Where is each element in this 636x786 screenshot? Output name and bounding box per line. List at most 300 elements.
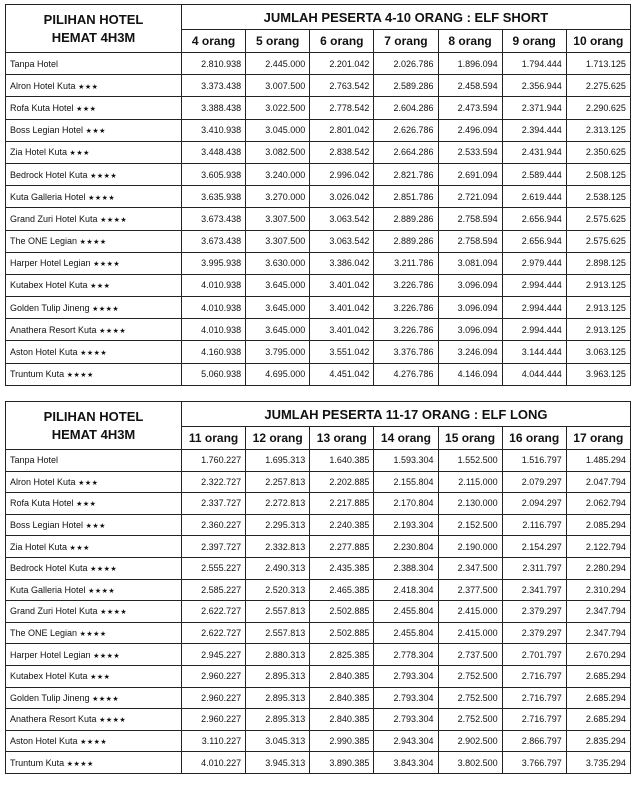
table-row	[6, 163, 631, 185]
price-cell: 2.825.385	[310, 644, 374, 666]
hotel-name-cell	[6, 709, 182, 731]
price-cell: 2.895.313	[246, 687, 310, 709]
price-cell: 2.388.304	[374, 557, 438, 579]
price-cell: 3.401.042	[310, 319, 374, 341]
table-title-line-1: PILIHAN HOTEL	[43, 11, 144, 27]
price-cell: 3.026.042	[310, 186, 374, 208]
price-cell: 2.752.500	[438, 665, 502, 687]
price-cell: 3.226.786	[374, 297, 438, 319]
column-header: 6 orang	[310, 30, 374, 53]
price-cell: 2.895.313	[246, 709, 310, 731]
hotel-name: Zia Hotel Kuta	[10, 541, 68, 552]
table-title	[6, 402, 182, 450]
star-rating: ★★★	[76, 105, 97, 113]
price-cell: 3.246.094	[438, 341, 502, 363]
price-cell: 3.448.438	[182, 141, 246, 163]
price-cell: 2.913.125	[566, 297, 630, 319]
price-table-elf-short	[5, 4, 630, 386]
price-cell: 2.889.286	[374, 230, 438, 252]
price-cell: 2.793.304	[374, 665, 438, 687]
price-cell: 2.508.125	[566, 163, 630, 185]
hotel-name-cell	[6, 687, 182, 709]
price-cell: 2.670.294	[566, 644, 630, 666]
price-cell: 2.115.000	[438, 471, 502, 493]
price-cell: 2.763.542	[310, 75, 374, 97]
hotel-name-cell	[6, 208, 182, 230]
price-cell: 2.716.797	[502, 687, 566, 709]
price-cell: 3.766.797	[502, 752, 566, 774]
price-cell: 4.695.000	[246, 363, 310, 385]
hotel-name: Rofa Kuta Hotel	[10, 102, 74, 113]
price-cell: 2.575.625	[566, 208, 630, 230]
hotel-name-cell	[6, 341, 182, 363]
table-row	[6, 53, 631, 75]
hotel-name: Rofa Kuta Hotel	[10, 498, 74, 509]
group-header: JUMLAH PESERTA 4-10 ORANG : ELF SHORT	[182, 5, 631, 30]
price-cell: 2.880.313	[246, 644, 310, 666]
price-cell: 2.555.227	[182, 557, 246, 579]
hotel-name-cell	[6, 557, 182, 579]
table-row	[6, 514, 631, 536]
price-cell: 2.960.227	[182, 709, 246, 731]
price-cell: 2.458.594	[438, 75, 502, 97]
table-row	[6, 319, 631, 341]
price-cell: 2.347.794	[566, 622, 630, 644]
price-cell: 2.898.125	[566, 252, 630, 274]
hotel-name: Grand Zuri Hotel Kuta	[10, 606, 98, 617]
price-cell: 2.379.297	[502, 622, 566, 644]
star-rating: ★★★★	[99, 717, 127, 725]
price-cell: 2.778.304	[374, 644, 438, 666]
price-cell: 2.840.385	[310, 709, 374, 731]
price-cell: 3.307.500	[246, 208, 310, 230]
table-row	[6, 557, 631, 579]
price-cell: 3.388.438	[182, 97, 246, 119]
price-cell: 2.122.794	[566, 536, 630, 558]
price-cell: 3.376.786	[374, 341, 438, 363]
price-cell: 2.557.813	[246, 622, 310, 644]
price-cell: 4.010.227	[182, 752, 246, 774]
price-cell: 2.793.304	[374, 687, 438, 709]
star-rating: ★★★★	[66, 372, 94, 380]
hotel-name: Alron Hotel Kuta	[10, 476, 76, 487]
star-rating: ★★★	[76, 501, 97, 509]
price-cell: 2.902.500	[438, 730, 502, 752]
star-rating: ★★★★	[90, 566, 118, 574]
table-row	[6, 601, 631, 623]
price-cell: 4.160.938	[182, 341, 246, 363]
price-cell: 2.835.294	[566, 730, 630, 752]
price-cell: 3.007.500	[246, 75, 310, 97]
price-cell: 2.801.042	[310, 119, 374, 141]
hotel-name: Truntum Kuta	[10, 369, 65, 380]
star-rating: ★★★★	[93, 261, 121, 269]
star-rating: ★★★★	[100, 216, 128, 224]
price-cell: 2.737.500	[438, 644, 502, 666]
star-rating: ★★★★	[99, 327, 127, 335]
price-cell: 2.496.094	[438, 119, 502, 141]
price-cell: 3.645.000	[246, 297, 310, 319]
price-cell: 2.758.594	[438, 208, 502, 230]
hotel-name-cell	[6, 297, 182, 319]
price-cell: 2.960.227	[182, 687, 246, 709]
price-cell: 2.604.286	[374, 97, 438, 119]
column-header: 15 orang	[438, 427, 502, 450]
price-cell: 2.691.094	[438, 163, 502, 185]
price-cell: 2.538.125	[566, 186, 630, 208]
price-cell: 3.386.042	[310, 252, 374, 274]
hotel-name-cell	[6, 450, 182, 472]
price-cell: 2.379.297	[502, 601, 566, 623]
price-cell: 2.371.944	[502, 97, 566, 119]
price-cell: 2.154.297	[502, 536, 566, 558]
price-cell: 2.275.625	[566, 75, 630, 97]
hotel-name: The ONE Legian	[10, 236, 78, 247]
price-cell: 2.721.094	[438, 186, 502, 208]
column-header: 11 orang	[182, 427, 246, 450]
price-cell: 2.701.797	[502, 644, 566, 666]
price-cell: 2.217.885	[310, 493, 374, 515]
star-rating: ★★★	[78, 83, 99, 91]
price-cell: 2.201.042	[310, 53, 374, 75]
price-cell: 2.752.500	[438, 709, 502, 731]
table-row	[6, 752, 631, 774]
price-cell: 3.843.304	[374, 752, 438, 774]
price-cell: 2.533.594	[438, 141, 502, 163]
table-row	[6, 274, 631, 296]
hotel-name-cell	[6, 274, 182, 296]
price-cell: 2.415.000	[438, 622, 502, 644]
hotel-name-cell	[6, 119, 182, 141]
price-cell: 1.760.227	[182, 450, 246, 472]
price-cell: 2.913.125	[566, 319, 630, 341]
price-cell: 3.673.438	[182, 208, 246, 230]
price-cell: 2.895.313	[246, 665, 310, 687]
price-table-elf-long	[5, 401, 630, 774]
price-cell: 2.193.304	[374, 514, 438, 536]
hotel-name-cell	[6, 665, 182, 687]
column-header: 10 orang	[566, 30, 630, 53]
hotel-name: Bedrock Hotel Kuta	[10, 563, 88, 574]
price-cell: 2.455.804	[374, 622, 438, 644]
hotel-name: Tanpa Hotel	[10, 58, 59, 69]
price-table	[5, 401, 631, 774]
table-row	[6, 97, 631, 119]
price-cell: 2.810.938	[182, 53, 246, 75]
price-cell: 2.793.304	[374, 709, 438, 731]
price-cell: 2.656.944	[502, 208, 566, 230]
table-title	[6, 5, 182, 53]
price-cell: 2.047.794	[566, 471, 630, 493]
price-cell: 3.795.000	[246, 341, 310, 363]
table-row	[6, 687, 631, 709]
price-cell: 3.645.000	[246, 274, 310, 296]
price-cell: 2.685.294	[566, 665, 630, 687]
price-cell: 3.045.313	[246, 730, 310, 752]
price-cell: 3.081.094	[438, 252, 502, 274]
price-cell: 2.152.500	[438, 514, 502, 536]
star-rating: ★★★	[85, 523, 106, 531]
price-cell: 2.280.294	[566, 557, 630, 579]
price-cell: 2.116.797	[502, 514, 566, 536]
price-cell: 2.230.804	[374, 536, 438, 558]
price-cell: 2.960.227	[182, 665, 246, 687]
table-row	[6, 208, 631, 230]
price-cell: 2.322.727	[182, 471, 246, 493]
price-cell: 2.943.304	[374, 730, 438, 752]
table-row	[6, 252, 631, 274]
price-cell: 2.311.797	[502, 557, 566, 579]
hotel-name-cell	[6, 252, 182, 274]
price-cell: 2.913.125	[566, 274, 630, 296]
price-cell: 2.622.727	[182, 622, 246, 644]
price-cell: 1.713.125	[566, 53, 630, 75]
price-cell: 4.010.938	[182, 297, 246, 319]
table-row	[6, 471, 631, 493]
price-cell: 2.557.813	[246, 601, 310, 623]
star-rating: ★★★	[69, 544, 90, 552]
price-cell: 3.401.042	[310, 297, 374, 319]
hotel-name: Harper Hotel Legian	[10, 258, 91, 269]
table-row	[6, 341, 631, 363]
hotel-name: Anathera Resort Kuta	[10, 714, 97, 725]
hotel-name: Aston Hotel Kuta	[10, 347, 78, 358]
price-cell: 2.821.786	[374, 163, 438, 185]
price-cell: 2.094.297	[502, 493, 566, 515]
price-cell: 2.589.444	[502, 163, 566, 185]
table-row	[6, 709, 631, 731]
price-cell: 2.085.294	[566, 514, 630, 536]
price-cell: 2.130.000	[438, 493, 502, 515]
hotel-name-cell	[6, 622, 182, 644]
price-cell: 4.451.042	[310, 363, 374, 385]
price-cell: 2.752.500	[438, 687, 502, 709]
price-cell: 2.350.625	[566, 141, 630, 163]
price-cell: 3.226.786	[374, 319, 438, 341]
star-rating: ★★★★	[93, 652, 121, 660]
price-cell: 2.397.727	[182, 536, 246, 558]
hotel-name-cell	[6, 493, 182, 515]
price-cell: 2.026.786	[374, 53, 438, 75]
price-cell: 2.889.286	[374, 208, 438, 230]
price-cell: 3.635.938	[182, 186, 246, 208]
star-rating: ★★★	[85, 128, 106, 136]
price-cell: 3.551.042	[310, 341, 374, 363]
star-rating: ★★★★	[88, 194, 116, 202]
price-cell: 3.063.542	[310, 208, 374, 230]
price-cell: 2.656.944	[502, 230, 566, 252]
price-cell: 2.996.042	[310, 163, 374, 185]
hotel-name: Bedrock Hotel Kuta	[10, 169, 88, 180]
price-cell: 1.695.313	[246, 450, 310, 472]
table-title-line-2: HEMAT 4H3M	[51, 29, 136, 45]
table-row	[6, 297, 631, 319]
price-cell: 3.630.000	[246, 252, 310, 274]
price-cell: 2.360.227	[182, 514, 246, 536]
price-cell: 3.096.094	[438, 297, 502, 319]
star-rating: ★★★	[90, 283, 111, 291]
price-cell: 3.022.500	[246, 97, 310, 119]
price-cell: 2.589.286	[374, 75, 438, 97]
price-cell: 2.778.542	[310, 97, 374, 119]
price-cell: 3.045.000	[246, 119, 310, 141]
price-cell: 2.347.500	[438, 557, 502, 579]
price-cell: 3.144.444	[502, 341, 566, 363]
price-cell: 2.356.944	[502, 75, 566, 97]
price-cell: 2.626.786	[374, 119, 438, 141]
table-row	[6, 119, 631, 141]
table-row	[6, 450, 631, 472]
price-cell: 3.082.500	[246, 141, 310, 163]
star-rating: ★★★★	[88, 587, 116, 595]
price-cell: 3.063.125	[566, 341, 630, 363]
star-rating: ★★★	[69, 150, 90, 158]
hotel-name-cell	[6, 579, 182, 601]
price-cell: 3.945.313	[246, 752, 310, 774]
hotel-name-cell	[6, 514, 182, 536]
price-cell: 2.394.444	[502, 119, 566, 141]
hotel-name: Kuta Galleria Hotel	[10, 584, 86, 595]
table-row	[6, 141, 631, 163]
price-cell: 2.622.727	[182, 601, 246, 623]
table-row	[6, 644, 631, 666]
price-cell: 2.295.313	[246, 514, 310, 536]
price-cell: 3.890.385	[310, 752, 374, 774]
star-rating: ★★★★	[80, 350, 108, 358]
price-cell: 1.516.797	[502, 450, 566, 472]
table-row	[6, 75, 631, 97]
price-cell: 2.062.794	[566, 493, 630, 515]
price-cell: 3.735.294	[566, 752, 630, 774]
price-cell: 1.640.385	[310, 450, 374, 472]
price-cell: 3.605.938	[182, 163, 246, 185]
column-header: 5 orang	[246, 30, 310, 53]
price-cell: 2.337.727	[182, 493, 246, 515]
price-cell: 5.060.938	[182, 363, 246, 385]
column-header: 12 orang	[246, 427, 310, 450]
table-row	[6, 363, 631, 385]
hotel-name-cell	[6, 730, 182, 752]
hotel-name: Kutabex Hotel Kuta	[10, 280, 88, 291]
star-rating: ★★★★	[100, 609, 128, 617]
hotel-name-cell	[6, 230, 182, 252]
price-cell: 4.010.938	[182, 319, 246, 341]
hotel-name: Grand Zuri Hotel Kuta	[10, 213, 98, 224]
hotel-name-cell	[6, 97, 182, 119]
price-cell: 2.431.944	[502, 141, 566, 163]
price-cell: 2.272.813	[246, 493, 310, 515]
hotel-name: Truntum Kuta	[10, 757, 65, 768]
hotel-name: Golden Tulip Jineng	[10, 302, 90, 313]
star-rating: ★★★★	[90, 172, 118, 180]
hotel-name: Harper Hotel Legian	[10, 649, 91, 660]
price-cell: 2.455.804	[374, 601, 438, 623]
price-cell: 4.044.444	[502, 363, 566, 385]
hotel-name: Kutabex Hotel Kuta	[10, 671, 88, 682]
table-row	[6, 186, 631, 208]
hotel-name: Boss Legian Hotel	[10, 520, 84, 531]
hotel-name-cell	[6, 75, 182, 97]
price-cell: 3.226.786	[374, 274, 438, 296]
hotel-name-cell	[6, 536, 182, 558]
price-cell: 2.257.813	[246, 471, 310, 493]
hotel-name: Boss Legian Hotel	[10, 125, 84, 136]
hotel-name-cell	[6, 752, 182, 774]
price-cell: 1.896.094	[438, 53, 502, 75]
column-header: 7 orang	[374, 30, 438, 53]
column-header: 9 orang	[502, 30, 566, 53]
star-rating: ★★★★	[92, 305, 120, 313]
price-cell: 2.190.000	[438, 536, 502, 558]
price-cell: 4.010.938	[182, 274, 246, 296]
star-rating: ★★★★	[79, 239, 107, 247]
price-cell: 2.473.594	[438, 97, 502, 119]
column-header: 14 orang	[374, 427, 438, 450]
price-cell: 3.963.125	[566, 363, 630, 385]
column-header: 13 orang	[310, 427, 374, 450]
price-cell: 2.465.385	[310, 579, 374, 601]
hotel-name: Aston Hotel Kuta	[10, 736, 78, 747]
price-cell: 2.313.125	[566, 119, 630, 141]
price-cell: 2.838.542	[310, 141, 374, 163]
table-row	[6, 536, 631, 558]
price-cell: 2.520.313	[246, 579, 310, 601]
price-cell: 2.685.294	[566, 687, 630, 709]
price-cell: 2.994.444	[502, 297, 566, 319]
price-cell: 3.802.500	[438, 752, 502, 774]
column-header: 17 orang	[566, 427, 630, 450]
price-cell: 2.619.444	[502, 186, 566, 208]
price-cell: 3.645.000	[246, 319, 310, 341]
price-cell: 1.552.500	[438, 450, 502, 472]
table-title-line-1: PILIHAN HOTEL	[43, 408, 144, 424]
price-cell: 2.716.797	[502, 709, 566, 731]
price-cell: 2.170.804	[374, 493, 438, 515]
price-cell: 2.202.885	[310, 471, 374, 493]
price-cell: 3.673.438	[182, 230, 246, 252]
price-cell: 2.851.786	[374, 186, 438, 208]
price-cell: 2.415.000	[438, 601, 502, 623]
price-cell: 2.994.444	[502, 319, 566, 341]
table-row	[6, 622, 631, 644]
column-header: 8 orang	[438, 30, 502, 53]
price-cell: 1.593.304	[374, 450, 438, 472]
price-cell: 2.290.625	[566, 97, 630, 119]
price-cell: 2.716.797	[502, 665, 566, 687]
price-cell: 2.240.385	[310, 514, 374, 536]
price-cell: 2.840.385	[310, 687, 374, 709]
hotel-name: Golden Tulip Jineng	[10, 692, 90, 703]
price-cell: 2.585.227	[182, 579, 246, 601]
price-cell: 3.410.938	[182, 119, 246, 141]
star-rating: ★★★★	[80, 739, 108, 747]
price-cell: 2.445.000	[246, 53, 310, 75]
price-cell: 2.945.227	[182, 644, 246, 666]
star-rating: ★★★★	[92, 695, 120, 703]
hotel-name: Tanpa Hotel	[10, 455, 59, 466]
price-cell: 2.377.500	[438, 579, 502, 601]
table-title-line-2: HEMAT 4H3M	[51, 426, 136, 442]
price-cell: 2.994.444	[502, 274, 566, 296]
price-cell: 2.155.804	[374, 471, 438, 493]
table-row	[6, 230, 631, 252]
price-cell: 2.277.885	[310, 536, 374, 558]
hotel-name: Anathera Resort Kuta	[10, 324, 97, 335]
price-cell: 3.307.500	[246, 230, 310, 252]
price-cell: 4.146.094	[438, 363, 502, 385]
price-cell: 2.341.797	[502, 579, 566, 601]
price-cell: 2.435.385	[310, 557, 374, 579]
